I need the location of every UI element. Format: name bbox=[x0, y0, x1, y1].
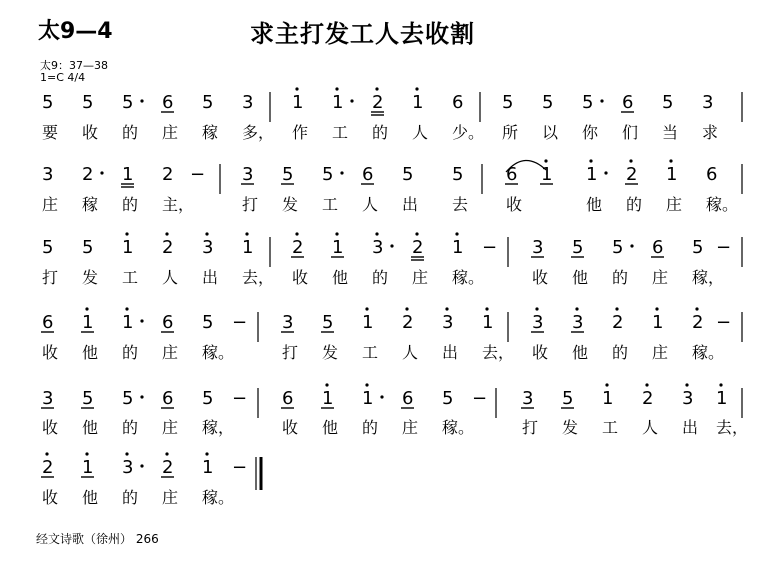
note: 2 bbox=[82, 164, 94, 185]
note: 1 bbox=[652, 312, 664, 333]
note: − bbox=[716, 237, 732, 258]
lyric: 稼。 bbox=[452, 268, 485, 287]
note: 3 bbox=[42, 164, 54, 185]
lyric: 收 bbox=[42, 343, 59, 362]
note: 5 bbox=[582, 92, 594, 113]
lyric: 发 bbox=[562, 418, 579, 437]
note: − bbox=[472, 388, 488, 409]
high-octave-dot bbox=[544, 159, 547, 162]
lyric: 去 bbox=[452, 195, 469, 214]
lyric: 们 bbox=[622, 123, 639, 142]
lyric: 庄 bbox=[666, 195, 683, 214]
lyric: 的 bbox=[372, 123, 389, 142]
lyric: 庄 bbox=[162, 488, 179, 507]
high-octave-dot bbox=[719, 383, 722, 386]
lyric: 人 bbox=[642, 418, 659, 437]
note: 3 bbox=[532, 312, 544, 333]
lyric: 他 bbox=[82, 418, 99, 437]
note: 2 bbox=[612, 312, 624, 333]
note: 5 bbox=[82, 237, 94, 258]
note: 5 bbox=[42, 92, 54, 113]
lyric: 庄 bbox=[652, 343, 669, 362]
note: 3 bbox=[202, 237, 214, 258]
lyric: 的 bbox=[122, 488, 139, 507]
lyric: 求 bbox=[702, 123, 719, 142]
lyric: 的 bbox=[626, 195, 643, 214]
high-octave-dot bbox=[575, 307, 578, 310]
lyric: 工 bbox=[332, 123, 349, 142]
high-octave-dot bbox=[325, 383, 328, 386]
note: 6 bbox=[162, 92, 174, 113]
high-octave-dot bbox=[45, 452, 48, 455]
note: 6 bbox=[162, 312, 174, 333]
lyric: 工 bbox=[362, 343, 379, 362]
lyric: 庄 bbox=[162, 123, 179, 142]
note: 1 bbox=[412, 92, 424, 113]
note: 5 bbox=[692, 237, 704, 258]
high-octave-dot bbox=[365, 307, 368, 310]
lyric: 庄 bbox=[402, 418, 419, 437]
lyric: 的 bbox=[122, 343, 139, 362]
note: 1 bbox=[322, 388, 334, 409]
high-octave-dot bbox=[605, 383, 608, 386]
lyric: 人 bbox=[362, 195, 379, 214]
augmentation-dot bbox=[140, 99, 143, 102]
note: 3 bbox=[122, 457, 134, 478]
hymn-title: 求主打发工人去收割 bbox=[250, 20, 475, 48]
note: 5 bbox=[122, 92, 134, 113]
note: 6 bbox=[42, 312, 54, 333]
lyric: 他 bbox=[572, 268, 589, 287]
lyric: 的 bbox=[372, 268, 389, 287]
note: 6 bbox=[162, 388, 174, 409]
lyric: 他 bbox=[322, 418, 339, 437]
lyric: 庄 bbox=[162, 418, 179, 437]
note: 2 bbox=[412, 237, 424, 258]
lyric: 工 bbox=[322, 195, 339, 214]
high-octave-dot bbox=[335, 232, 338, 235]
high-octave-dot bbox=[589, 159, 592, 162]
lyric: 的 bbox=[612, 268, 629, 287]
lyric: 他 bbox=[82, 343, 99, 362]
note: 1 bbox=[242, 237, 254, 258]
note: 2 bbox=[402, 312, 414, 333]
note: 2 bbox=[162, 164, 174, 185]
lyric: 庄 bbox=[652, 268, 669, 287]
high-octave-dot bbox=[695, 307, 698, 310]
high-octave-dot bbox=[375, 87, 378, 90]
lyric: 工 bbox=[122, 268, 139, 287]
note: 2 bbox=[292, 237, 304, 258]
high-octave-dot bbox=[125, 452, 128, 455]
high-octave-dot bbox=[629, 159, 632, 162]
lyric: 的 bbox=[362, 418, 379, 437]
lyric: 稼。 bbox=[692, 343, 725, 362]
note: 1 bbox=[202, 457, 214, 478]
high-octave-dot bbox=[405, 307, 408, 310]
augmentation-dot bbox=[390, 244, 393, 247]
lyric: 人 bbox=[412, 123, 429, 142]
lyric: 打 bbox=[522, 418, 539, 437]
lyric: 发 bbox=[322, 343, 339, 362]
augmentation-dot bbox=[340, 171, 343, 174]
lyric: 庄 bbox=[162, 343, 179, 362]
note: 5 bbox=[662, 92, 674, 113]
lyric: 要 bbox=[42, 123, 59, 142]
lyric: 去， bbox=[242, 268, 275, 287]
augmentation-dot bbox=[380, 395, 383, 398]
lyric: 收 bbox=[506, 195, 523, 214]
augmentation-dot bbox=[140, 395, 143, 398]
note: 5 bbox=[122, 388, 134, 409]
lyric: 的 bbox=[122, 418, 139, 437]
note: 3 bbox=[522, 388, 534, 409]
high-octave-dot bbox=[535, 307, 538, 310]
high-octave-dot bbox=[415, 232, 418, 235]
note: 5 bbox=[502, 92, 514, 113]
lyric: 稼， bbox=[692, 268, 725, 287]
note: 6 bbox=[706, 164, 718, 185]
note: 3 bbox=[682, 388, 694, 409]
note: 1 bbox=[586, 164, 598, 185]
note: 1 bbox=[452, 237, 464, 258]
lyric: 稼。 bbox=[442, 418, 475, 437]
note: 2 bbox=[162, 457, 174, 478]
lyric: 的 bbox=[122, 195, 139, 214]
scripture-reference: 太9：37—38 bbox=[40, 59, 108, 72]
high-octave-dot bbox=[85, 307, 88, 310]
lyric: 他 bbox=[82, 488, 99, 507]
lyric: 庄 bbox=[412, 268, 429, 287]
high-octave-dot bbox=[615, 307, 618, 310]
high-octave-dot bbox=[445, 307, 448, 310]
lyric: 出 bbox=[402, 195, 419, 214]
note: 2 bbox=[372, 92, 384, 113]
high-octave-dot bbox=[415, 87, 418, 90]
lyric: 他 bbox=[332, 268, 349, 287]
note: 5 bbox=[82, 92, 94, 113]
lyric: 当 bbox=[662, 123, 679, 142]
note: 1 bbox=[122, 237, 134, 258]
high-octave-dot bbox=[295, 232, 298, 235]
note: 2 bbox=[162, 237, 174, 258]
note: 3 bbox=[572, 312, 584, 333]
note: 5 bbox=[42, 237, 54, 258]
note: 1 bbox=[82, 312, 94, 333]
hymn-code: 太9—4 bbox=[38, 19, 113, 44]
note: 6 bbox=[622, 92, 634, 113]
lyric: 稼 bbox=[82, 195, 99, 214]
note: 5 bbox=[202, 312, 214, 333]
note: − bbox=[232, 312, 248, 333]
high-octave-dot bbox=[165, 232, 168, 235]
lyric: 收 bbox=[42, 418, 59, 437]
lyric: 他 bbox=[586, 195, 603, 214]
lyric: 的 bbox=[612, 343, 629, 362]
note: 1 bbox=[332, 237, 344, 258]
note: 6 bbox=[506, 164, 518, 185]
lyric: 收 bbox=[292, 268, 309, 287]
lyric: 出 bbox=[442, 343, 459, 362]
note: 1 bbox=[482, 312, 494, 333]
note: 3 bbox=[42, 388, 54, 409]
lyric: 收 bbox=[82, 123, 99, 142]
lyric: 去， bbox=[716, 418, 749, 437]
lyric: 稼， bbox=[202, 418, 235, 437]
lyric: 稼。 bbox=[706, 195, 739, 214]
note: 6 bbox=[452, 92, 464, 113]
note: 1 bbox=[122, 312, 134, 333]
note: 1 bbox=[332, 92, 344, 113]
lyric: 发 bbox=[282, 195, 299, 214]
lyric: 打 bbox=[42, 268, 59, 287]
note: − bbox=[482, 237, 498, 258]
high-octave-dot bbox=[335, 87, 338, 90]
high-octave-dot bbox=[85, 452, 88, 455]
note: 1 bbox=[716, 388, 728, 409]
note: 5 bbox=[282, 164, 294, 185]
high-octave-dot bbox=[485, 307, 488, 310]
high-octave-dot bbox=[165, 452, 168, 455]
lyric: 稼。 bbox=[202, 488, 235, 507]
augmentation-dot bbox=[600, 99, 603, 102]
lyric: 稼 bbox=[202, 123, 219, 142]
high-octave-dot bbox=[295, 87, 298, 90]
lyric: 庄 bbox=[42, 195, 59, 214]
note: 5 bbox=[82, 388, 94, 409]
augmentation-dot bbox=[100, 171, 103, 174]
note: 1 bbox=[292, 92, 304, 113]
high-octave-dot bbox=[365, 383, 368, 386]
augmentation-dot bbox=[350, 99, 353, 102]
note: 2 bbox=[642, 388, 654, 409]
high-octave-dot bbox=[375, 232, 378, 235]
high-octave-dot bbox=[669, 159, 672, 162]
augmentation-dot bbox=[630, 244, 633, 247]
high-octave-dot bbox=[245, 232, 248, 235]
note: 2 bbox=[692, 312, 704, 333]
lyric: 多， bbox=[242, 123, 275, 142]
note: 5 bbox=[322, 164, 334, 185]
note: 5 bbox=[542, 92, 554, 113]
lyric: 所 bbox=[502, 123, 519, 142]
note: 1 bbox=[362, 388, 374, 409]
note: 3 bbox=[532, 237, 544, 258]
note: 5 bbox=[612, 237, 624, 258]
lyric: 收 bbox=[532, 268, 549, 287]
note: 3 bbox=[282, 312, 294, 333]
augmentation-dot bbox=[140, 319, 143, 322]
lyric: 你 bbox=[582, 123, 599, 142]
lyric: 打 bbox=[282, 343, 299, 362]
note: 1 bbox=[362, 312, 374, 333]
lyric: 收 bbox=[532, 343, 549, 362]
note: 5 bbox=[452, 164, 464, 185]
note: 1 bbox=[122, 164, 134, 185]
note: 5 bbox=[202, 388, 214, 409]
high-octave-dot bbox=[655, 307, 658, 310]
note: 3 bbox=[442, 312, 454, 333]
note: 6 bbox=[402, 388, 414, 409]
lyric: 他 bbox=[572, 343, 589, 362]
lyric: 人 bbox=[162, 268, 179, 287]
note: − bbox=[232, 457, 248, 478]
augmentation-dot bbox=[604, 171, 607, 174]
high-octave-dot bbox=[205, 452, 208, 455]
lyric: 作 bbox=[292, 123, 309, 142]
note: 5 bbox=[562, 388, 574, 409]
note: − bbox=[716, 312, 732, 333]
lyric: 少。 bbox=[452, 123, 485, 142]
note: 5 bbox=[572, 237, 584, 258]
high-octave-dot bbox=[205, 232, 208, 235]
note: 5 bbox=[442, 388, 454, 409]
lyric: 的 bbox=[122, 123, 139, 142]
note: 1 bbox=[666, 164, 678, 185]
lyric: 收 bbox=[42, 488, 59, 507]
lyric: 主， bbox=[162, 195, 195, 214]
note: − bbox=[232, 388, 248, 409]
high-octave-dot bbox=[455, 232, 458, 235]
note: 5 bbox=[202, 92, 214, 113]
note: 2 bbox=[42, 457, 54, 478]
note: 1 bbox=[602, 388, 614, 409]
note: 3 bbox=[242, 92, 254, 113]
high-octave-dot bbox=[645, 383, 648, 386]
lyric: 出 bbox=[202, 268, 219, 287]
note: 6 bbox=[362, 164, 374, 185]
high-octave-dot bbox=[685, 383, 688, 386]
lyric: 以 bbox=[542, 123, 559, 142]
note: 3 bbox=[372, 237, 384, 258]
note: 6 bbox=[652, 237, 664, 258]
lyric: 发 bbox=[82, 268, 99, 287]
lyric: 人 bbox=[402, 343, 419, 362]
lyric: 去， bbox=[482, 343, 515, 362]
note: 2 bbox=[626, 164, 638, 185]
note: 6 bbox=[282, 388, 294, 409]
note: − bbox=[190, 164, 206, 185]
augmentation-dot bbox=[140, 464, 143, 467]
note: 1 bbox=[82, 457, 94, 478]
lyric: 工 bbox=[602, 418, 619, 437]
lyric: 稼。 bbox=[202, 343, 235, 362]
lyric: 打 bbox=[242, 195, 259, 214]
high-octave-dot bbox=[125, 307, 128, 310]
high-octave-dot bbox=[125, 232, 128, 235]
note: 3 bbox=[702, 92, 714, 113]
note: 3 bbox=[242, 164, 254, 185]
note: 5 bbox=[402, 164, 414, 185]
note: 5 bbox=[322, 312, 334, 333]
lyric: 收 bbox=[282, 418, 299, 437]
source-note: 经文诗歌（徐州） 266 bbox=[36, 532, 159, 546]
lyric: 出 bbox=[682, 418, 699, 437]
note: 1 bbox=[541, 164, 553, 185]
key-time-signature: 1=C 4/4 bbox=[40, 71, 86, 84]
